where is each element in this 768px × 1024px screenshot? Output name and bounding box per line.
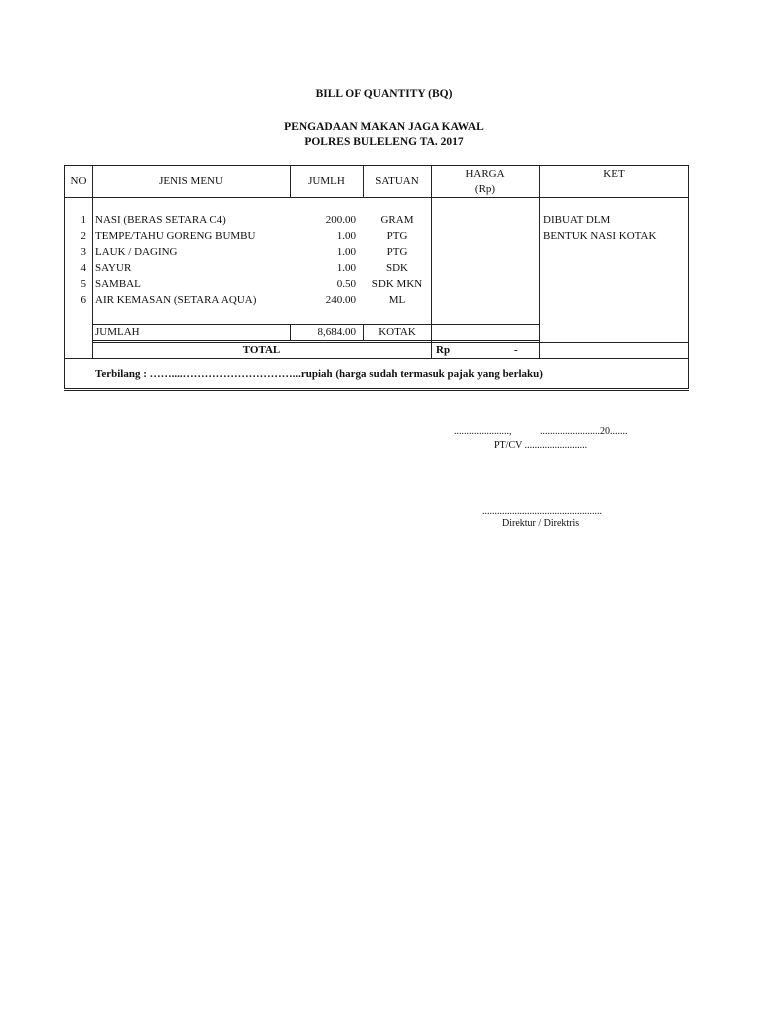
col-line-no bbox=[92, 165, 93, 359]
table-border-left bbox=[64, 165, 65, 389]
header-jenis-menu: JENIS MENU bbox=[159, 175, 223, 187]
row-satuan: GRAM bbox=[380, 214, 414, 226]
row-menu: NASI (BERAS SETARA C4) bbox=[95, 214, 226, 226]
row-jumlah: 1.00 bbox=[336, 246, 356, 258]
header-satuan: SATUAN bbox=[375, 175, 419, 187]
row-satuan: SDK bbox=[385, 262, 408, 274]
row-no: 2 bbox=[80, 230, 86, 242]
row-jumlah: 0.50 bbox=[336, 278, 356, 290]
header-harga: HARGA bbox=[465, 168, 505, 180]
col-line-harga bbox=[539, 165, 540, 359]
row-no: 6 bbox=[80, 294, 86, 306]
signature-role: Direktur / Direktris bbox=[502, 518, 580, 529]
header-separator bbox=[64, 197, 689, 198]
row-menu: AIR KEMASAN (SETARA AQUA) bbox=[95, 294, 257, 306]
header-no: NO bbox=[70, 175, 87, 187]
boq-table bbox=[0, 0, 768, 400]
ket-line-1: DIBUAT DLM bbox=[543, 214, 611, 226]
total-row-top bbox=[92, 342, 689, 343]
row-jumlah: 200.00 bbox=[325, 214, 356, 226]
total-label: TOTAL bbox=[242, 344, 281, 356]
row-no: 1 bbox=[80, 214, 86, 226]
table-border-top bbox=[64, 165, 689, 166]
row-jumlah: 240.00 bbox=[325, 294, 356, 306]
terbilang-text: Terbilang : ……....…………………………...rupiah (harga sudah termasuk pajak yang berlaku) bbox=[95, 368, 543, 380]
row-satuan: PTG bbox=[386, 246, 408, 258]
jumlah-unit: KOTAK bbox=[378, 326, 416, 338]
row-no: 3 bbox=[80, 246, 86, 258]
header-harga-unit: (Rp) bbox=[474, 183, 496, 195]
row-menu: SAYUR bbox=[95, 262, 132, 274]
signature-company: PT/CV ......................... bbox=[494, 440, 588, 451]
row-satuan: PTG bbox=[386, 230, 408, 242]
signature-line: ................................................ bbox=[482, 506, 602, 517]
document-subtitle-2: POLRES BULELENG TA. 2017 bbox=[304, 136, 464, 148]
signature-date: ........................20....... bbox=[540, 426, 628, 437]
row-jumlah: 1.00 bbox=[336, 230, 356, 242]
jumlah-label: JUMLAH bbox=[95, 326, 140, 338]
total-currency: Rp bbox=[436, 344, 451, 356]
row-menu: TEMPE/TAHU GORENG BUMBU bbox=[95, 230, 256, 242]
document-subtitle-1: PENGADAAN MAKAN JAGA KAWAL bbox=[284, 121, 484, 133]
total-value: - bbox=[514, 344, 518, 356]
row-no: 4 bbox=[80, 262, 86, 274]
row-jumlah: 1.00 bbox=[336, 262, 356, 274]
jumlah-value: 8,684.00 bbox=[317, 326, 356, 338]
jumlah-row-top bbox=[92, 324, 540, 325]
table-border-bottom-double bbox=[64, 390, 689, 391]
document-title: BILL OF QUANTITY (BQ) bbox=[315, 88, 453, 100]
signature-place-date: ......................, bbox=[454, 426, 512, 437]
row-satuan: ML bbox=[388, 294, 406, 306]
header-ket: KET bbox=[603, 168, 625, 180]
jumlah-row-bottom bbox=[92, 340, 540, 341]
row-menu: SAMBAL bbox=[95, 278, 141, 290]
table-border-bottom bbox=[64, 388, 689, 389]
row-no: 5 bbox=[80, 278, 86, 290]
ket-line-2: BENTUK NASI KOTAK bbox=[543, 230, 657, 242]
row-menu: LAUK / DAGING bbox=[95, 246, 178, 258]
row-satuan: SDK MKN bbox=[371, 278, 423, 290]
table-border-right bbox=[688, 165, 689, 389]
total-row-bottom bbox=[64, 358, 689, 359]
header-jumlah: JUMLH bbox=[308, 175, 345, 187]
